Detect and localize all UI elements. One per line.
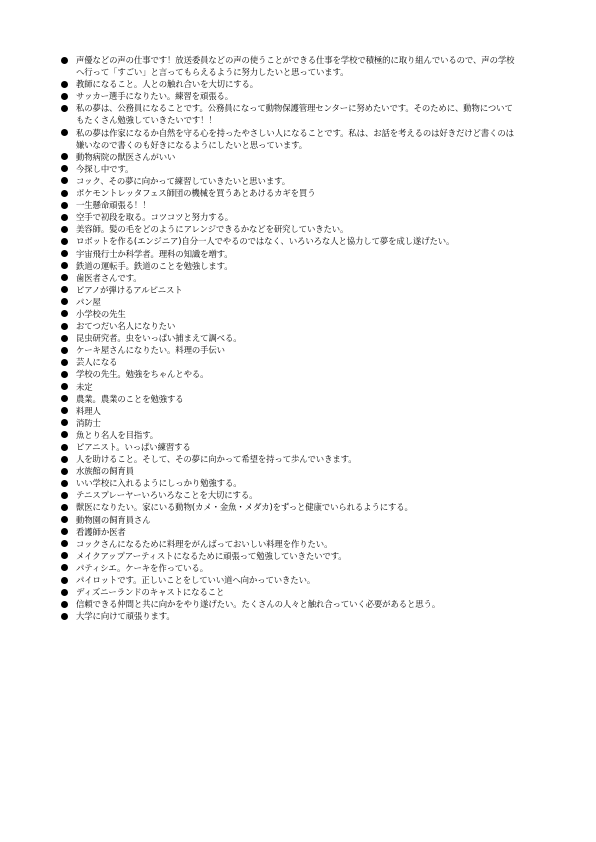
list-item — [61, 90, 516, 102]
list-item-text: 芸人になる — [76, 357, 118, 368]
list-item — [61, 127, 516, 151]
list-item — [61, 526, 516, 538]
list-item — [61, 514, 516, 526]
list-item — [61, 477, 516, 489]
dream-list — [61, 54, 516, 622]
list-item-text: おてつだい名人になりたい — [76, 321, 176, 332]
list-item-text: サッカー選手になりたい。練習を頑張る。 — [76, 91, 234, 102]
list-item-text: 鉄道の運転手。鉄道のことを勉強します。 — [76, 260, 233, 271]
list-item — [61, 151, 516, 163]
bullet-icon — [61, 419, 68, 426]
bullet-icon — [61, 335, 68, 342]
bullet-icon — [61, 238, 68, 245]
bullet-icon — [61, 371, 68, 378]
list-item — [61, 102, 516, 126]
bullet-icon — [61, 165, 68, 172]
list-item — [61, 538, 516, 550]
list-item — [61, 332, 516, 344]
list-item — [61, 272, 516, 284]
list-item-text: ケーキ屋さんになりたい。料理の手伝い — [76, 345, 225, 356]
list-item-text: パン屋 — [76, 296, 101, 307]
bullet-icon — [61, 552, 68, 559]
list-item — [61, 489, 516, 501]
list-item-text: いい学校に入れるようにしっかり勉強する。 — [76, 478, 242, 489]
list-item — [61, 320, 516, 332]
list-item — [61, 235, 516, 247]
bullet-icon — [61, 456, 68, 463]
list-item-text: 歯医者さんです。 — [76, 272, 142, 283]
list-item-text: テニスプレーヤーいろいろなことを大切にする。 — [76, 490, 258, 501]
list-item — [61, 562, 516, 574]
list-item — [61, 453, 516, 465]
list-item — [61, 417, 516, 429]
list-item-text: 動物病院の獣医さんがいい — [76, 151, 176, 162]
list-item-text: 美容師。髪の毛をどのようにアレンジできるかなどを研究していきたい。 — [76, 224, 349, 235]
bullet-icon — [61, 298, 68, 305]
list-item-text: 料理人 — [76, 405, 101, 416]
list-item-text: 信頼できる仲間と共に向かをやり遂げたい。たくさんの人々と触れ合っていく必要があると思う。 — [76, 599, 441, 610]
bullet-icon — [61, 190, 68, 197]
list-item — [61, 393, 516, 405]
bullet-icon — [61, 274, 68, 281]
list-item — [61, 163, 516, 175]
bullet-icon — [61, 359, 68, 366]
bullet-icon — [61, 129, 68, 136]
list-item-text: ディズニーランドのキャストになること — [76, 587, 225, 598]
list-item — [61, 78, 516, 90]
list-item — [61, 223, 516, 235]
list-item-text: 農業。農業のことを勉強する — [76, 393, 184, 404]
list-item-text: 私の夢は、公務員になることです。公務員になって動物保護管理センターに努めたいです。そのために、動物についてもたくさん勉強していきたいです！！ — [76, 103, 513, 126]
list-item — [61, 381, 516, 393]
list-item — [61, 296, 516, 308]
list-item-text: コック、その夢に向かって練習していきたいと思います。 — [76, 175, 290, 186]
list-item — [61, 598, 516, 610]
list-item-text: コックさんになるために料理をがんばっておいしい料理を作りたい。 — [76, 538, 333, 549]
bullet-icon — [61, 601, 68, 608]
bullet-icon — [61, 528, 68, 535]
bullet-icon — [61, 262, 68, 269]
bullet-icon — [61, 395, 68, 402]
bullet-icon — [61, 431, 68, 438]
bullet-icon — [61, 153, 68, 160]
list-item — [61, 405, 516, 417]
list-item-text: 動物園の飼育員さん — [76, 514, 151, 525]
list-item-text: 学校の先生。勉強をちゃんとやる。 — [76, 369, 209, 380]
list-item — [61, 368, 516, 380]
list-item — [61, 308, 516, 320]
bullet-icon — [61, 613, 68, 620]
list-item — [61, 199, 516, 211]
list-item — [61, 356, 516, 368]
list-item — [61, 260, 516, 272]
bullet-icon — [61, 540, 68, 547]
list-item — [61, 344, 516, 356]
list-item-text: 消防士 — [76, 417, 101, 428]
list-item — [61, 586, 516, 598]
list-item-text: 一生懸命頑張る！！ — [76, 200, 151, 211]
list-item-text: 大学に向けて頑張ります。 — [76, 611, 175, 622]
list-item-text: 昆虫研究者。虫をいっぱい捕まえて調べる。 — [76, 333, 242, 344]
bullet-icon — [61, 444, 68, 451]
list-item-text: 私の夢は作家になるか自然を守る心を持ったやさしい人になることです。私は、お話を考えるのは好きだけど書くのは嫌いなので書くのも好きになるようにしたいと思っています。 — [76, 127, 514, 150]
bullet-icon — [61, 202, 68, 209]
list-item-text: 教師になること。人との触れ合いを大切にする。 — [76, 79, 259, 90]
list-item-text: 獣医になりたい。家にいる動物(カメ・金魚・メダカ)をずっと健康でいられるようにする。 — [76, 502, 413, 513]
bullet-icon — [61, 347, 68, 354]
list-item-text: パティシエ。ケーキを作っている。 — [76, 562, 208, 573]
bullet-icon — [61, 504, 68, 511]
bullet-icon — [61, 81, 68, 88]
list-item-text: 人を助けること。そして、その夢に向かって希望を持って歩んでいきます。 — [76, 454, 357, 465]
list-item-text: 今探し中です。 — [76, 163, 134, 174]
list-item — [61, 248, 516, 260]
list-item-text: 未定 — [76, 381, 93, 392]
bullet-icon — [61, 250, 68, 257]
list-item — [61, 175, 516, 187]
list-item-text: 空手で初段を取る。コツコツと努力する。 — [76, 212, 234, 223]
list-item — [61, 54, 516, 78]
list-item — [61, 574, 516, 586]
list-item-text: 声優などの声の仕事です！放送委員などの声の使うことができる仕事を学校で積極的に取り組んでいるので、声の学校へ行って「すごい」と言ってもらえるように努力したいと思っています。 — [76, 55, 515, 78]
list-item — [61, 284, 516, 296]
bullet-icon — [61, 480, 68, 487]
bullet-icon — [61, 383, 68, 390]
bullet-icon — [61, 468, 68, 475]
list-item-text: 宇宙飛行士か科学者。理科の知識を増す。 — [76, 248, 233, 259]
bullet-icon — [61, 323, 68, 330]
list-item-text: パイロットです。正しいことをしていい道へ向かっていきたい。 — [76, 575, 316, 586]
list-item — [61, 187, 516, 199]
bullet-icon — [61, 310, 68, 317]
list-item — [61, 441, 516, 453]
bullet-icon — [61, 57, 68, 64]
bullet-icon — [61, 516, 68, 523]
list-item-text: ピアニスト。いっぱい練習する — [76, 442, 191, 452]
bullet-icon — [61, 226, 68, 233]
list-item-text: ロボットを作る(エンジニア)自分一人でやるのではなく、いろいろな人と協力して夢を成し遂げたい。 — [76, 236, 455, 247]
bullet-icon — [61, 564, 68, 571]
bullet-icon — [61, 177, 68, 184]
bullet-icon — [61, 286, 68, 293]
list-item — [61, 465, 516, 477]
list-item-text: 魚とり名人を目指す。 — [76, 429, 159, 440]
list-item-text: メイクアップアーティストになるために頑張って勉強していきたいです。 — [76, 550, 347, 561]
list-item-text: 水族館の飼育員 — [76, 466, 134, 477]
list-item — [61, 610, 516, 622]
bullet-icon — [61, 407, 68, 414]
bullet-icon — [61, 214, 68, 221]
bullet-icon — [61, 589, 68, 596]
bullet-icon — [61, 105, 68, 112]
list-item-text: ポケモントレッタフェス師団の機械を買うあとあけるカギを買う — [76, 188, 316, 199]
list-item — [61, 429, 516, 441]
list-item — [61, 211, 516, 223]
list-item-text: 小学校の先生 — [76, 308, 126, 319]
bullet-icon — [61, 93, 68, 100]
bullet-icon — [61, 577, 68, 584]
list-item — [61, 501, 516, 513]
list-item-text: ピアノが弾けるアルピニスト — [76, 284, 183, 295]
bullet-icon — [61, 492, 68, 499]
list-item — [61, 550, 516, 562]
list-item-text: 看護師か医者 — [76, 526, 126, 537]
